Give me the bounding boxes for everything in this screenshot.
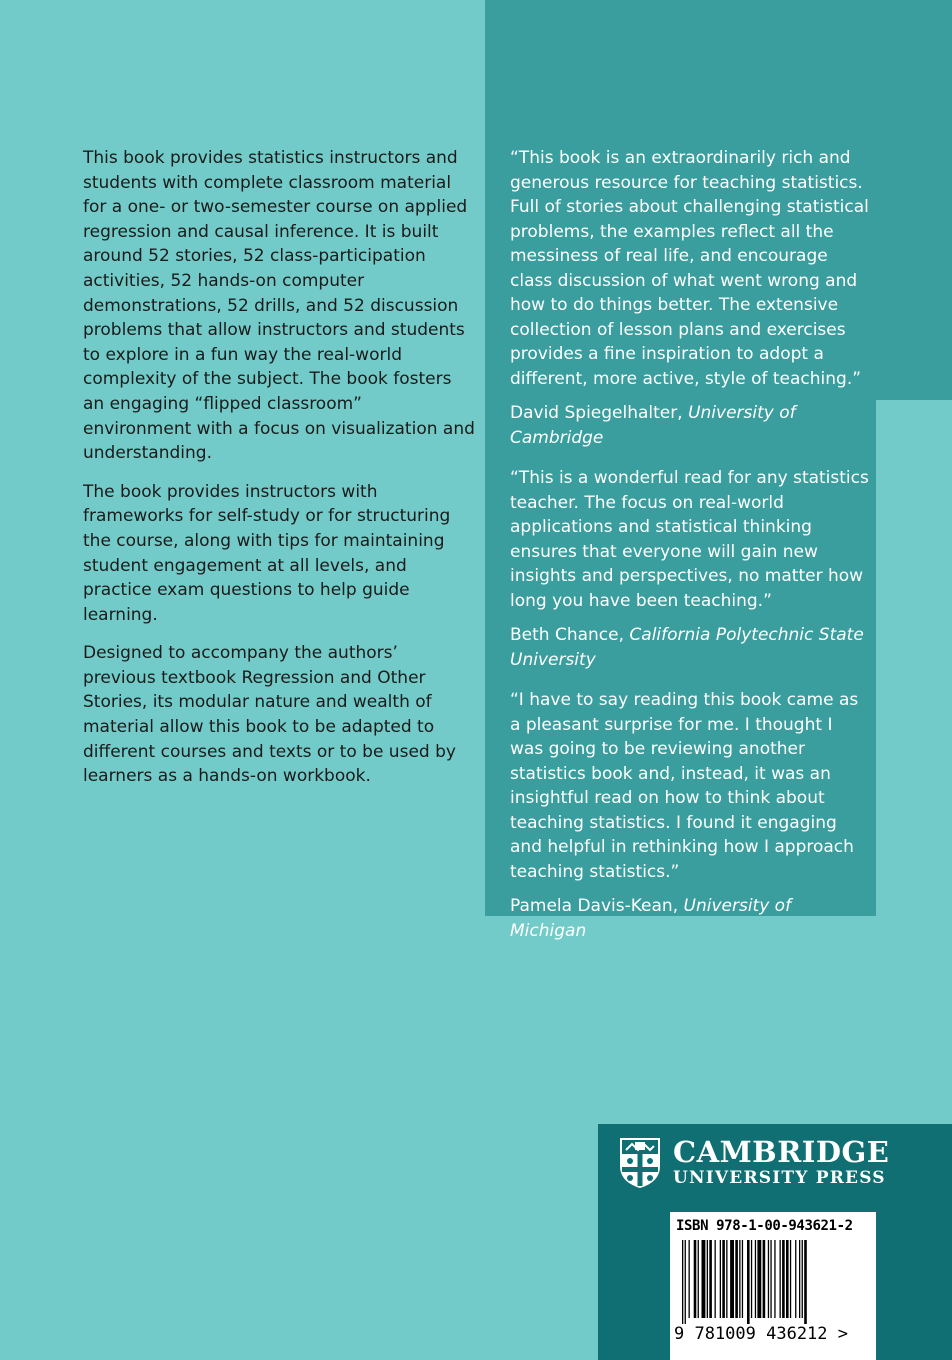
barcode-bar	[709, 1240, 712, 1318]
barcode-bar	[685, 1240, 686, 1324]
barcode-bar	[702, 1240, 706, 1318]
barcode-bar	[730, 1240, 734, 1318]
barcode-bar	[694, 1240, 697, 1318]
description-paragraph: Designed to accompany the authors’ previous textbook Regression and Other Stories, its modular nature and wealth of material allow this book to be adapted to different courses and texts or to be used by learners as a hands-on workbook.	[83, 643, 456, 787]
barcode-bar	[715, 1240, 716, 1318]
publisher-subname: UNIVERSITY PRESS	[673, 1168, 886, 1188]
endorsement-quote: “I have to say reading this book came as a pleasant surprise for me. I thought I was going to be reviewing another statistics book and, instead, it was an insightful read on how to think about teaching statistics. I found it engaging and helpful in rethinking how I approach teaching statistics.”	[510, 690, 859, 882]
barcode-bar	[722, 1240, 725, 1318]
barcode-bar	[774, 1240, 775, 1318]
barcode-bar	[682, 1240, 683, 1324]
description-paragraph: The book provides instructors with frameworks for self-study or for structuring the course, along with tips for maintaining student engagement at all levels, and practice exam questions to help guide learning.	[83, 481, 451, 625]
barcode-bar	[689, 1240, 690, 1318]
barcode-bar	[780, 1240, 781, 1318]
endorsement-attribution	[510, 401, 870, 450]
barcode-bar	[782, 1240, 785, 1318]
barcode-bar	[757, 1240, 761, 1318]
barcode-bar	[763, 1240, 766, 1318]
barcode-bar	[726, 1240, 727, 1318]
barcode-bar	[768, 1240, 769, 1318]
cambridge-crest-icon	[618, 1136, 662, 1190]
publisher-wordmark	[673, 1137, 889, 1189]
publisher-logo	[618, 1136, 889, 1190]
endorser-affiliation: University of Michigan	[510, 896, 792, 941]
barcode-bar	[802, 1240, 803, 1318]
endorsement-attribution	[510, 894, 870, 943]
barcode-bar	[735, 1240, 738, 1318]
ean-digits: 9 781009 436212 >	[674, 1324, 848, 1344]
book-description	[83, 146, 475, 803]
barcode-bar	[698, 1240, 699, 1318]
publisher-name: CAMBRIDGE	[673, 1135, 890, 1169]
barcode-bar	[804, 1240, 807, 1324]
description-paragraph: This book provides statistics instructors and students with complete classroom material for a one- or two-semester course on applied regression and causal inference. It is built around 52 stories, 52 class-participation activities, 52 hands-on computer demonstrations, 52 drills, and 52 discussion problems that allow instructors and students to explore in a fun way the real-world complexity of the subject. The book fosters an engaging “flipped classroom” environment with a focus on visualization and understanding.	[83, 148, 475, 464]
endorser-name: Beth Chance,	[510, 625, 625, 645]
barcode-bar	[707, 1240, 708, 1318]
endorser-affiliation: University of Cambridge	[510, 403, 796, 448]
endorsement-quote: “This book is an extraordinarily rich and generous resource for teaching statistics. Full of stories about challenging statistical problems, the examples reflect all the messiness of real life, and encourage class discussion of what went wrong and how to do things better. The extensive collection of lesson plans and exercises provides a fine inspiration to adopt a different, more active, style of teaching.”	[510, 148, 869, 389]
barcode-bar	[739, 1240, 740, 1318]
publisher-block	[598, 1124, 952, 1360]
endorsement-attribution	[510, 623, 870, 672]
barcode-bar	[770, 1240, 771, 1318]
endorser-name: David Spiegelhalter,	[510, 403, 683, 423]
endorsement-quote: “This is a wonderful read for any statistics teacher. The focus on real-world applications and statistical thinking ensures that everyone will gain new insights and perspectives, no matter how long you have been teaching.”	[510, 468, 869, 611]
barcode-bar	[795, 1240, 796, 1318]
barcode-bar	[790, 1240, 791, 1318]
barcode-bars	[682, 1240, 866, 1324]
barcode-bar	[755, 1240, 756, 1318]
barcode-bar	[742, 1240, 743, 1318]
isbn-label: ISBN 978-1-00-943621-2	[676, 1218, 853, 1234]
barcode-bar	[786, 1240, 789, 1318]
barcode-bar	[751, 1240, 752, 1318]
endorsements	[510, 146, 870, 959]
barcode-bar	[747, 1240, 750, 1324]
barcode-bar	[799, 1240, 800, 1318]
endorser-name: Pamela Davis-Kean,	[510, 896, 679, 916]
endorser-affiliation: California Polytechnic State University	[510, 625, 864, 670]
barcode-bar	[720, 1240, 721, 1318]
barcode	[670, 1212, 876, 1360]
